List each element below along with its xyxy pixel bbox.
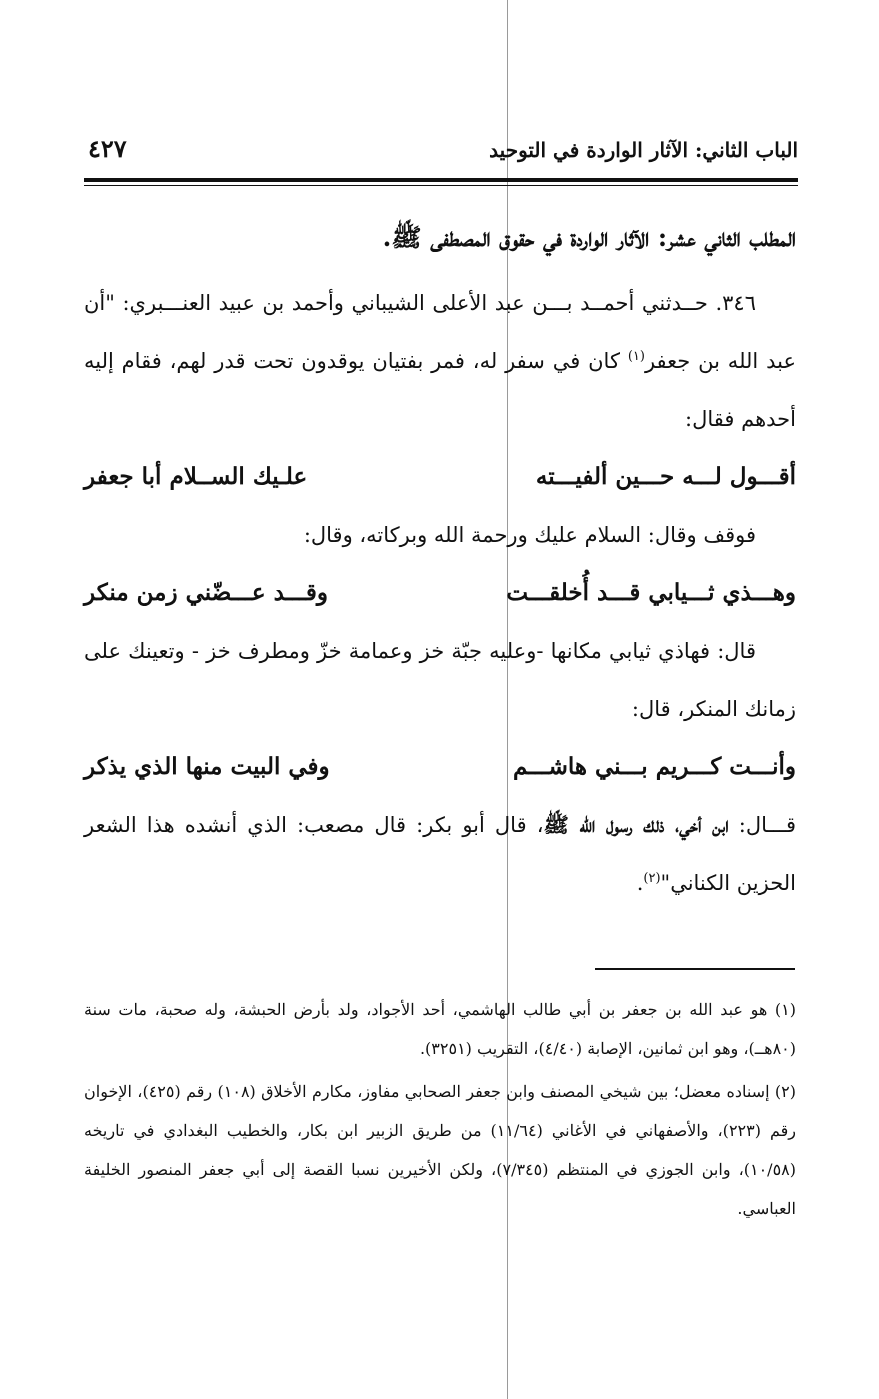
footnote-1: (١) هو عبد الله بن جعفر بن أبي طالب الهاشمي، أحد الأجواد، ولد بأرض الحبشة، وله صحبة، مات سنة (٨٠هــ)، وهو ابن ثمانين، الإصابة (٤/٤٠)، التقريب (٣٢٥١). — [84, 1000, 797, 1058]
main-text — [84, 216, 796, 912]
footnote-2: (٢) إسناده معضل؛ بين شيخي المصنف وابن جعفر الصحابي مفاوز، مكارم الأخلاق (١٠٨) رقم (٤٢٥)، الإخوان رقم (٢٢٣)، والأصفهاني في الأغاني (١١/٦٤) من طريق الزبير ابن بكار، والخطيب البغدادي في تاريخه (١٠/٥٨)، وابن الجوزي في المنتظم (٧/٣٤٥)، ولكن الأخيرين نسبا القصة إلى أبي جعفر المنصور الخليفة العباسي. — [84, 1082, 797, 1218]
footnote-separator — [595, 968, 795, 970]
conclusion-text: ، قال أبو بكر: قال مصعب: الذي أنشده هذا الشعر الحزين الكناني" — [84, 813, 796, 895]
verse-3-first-hemistich: وأنـــت كـــريم بـــني هاشـــم — [513, 753, 796, 780]
verse-line-1 — [84, 448, 796, 506]
paragraph-conclusion — [84, 796, 796, 912]
running-title: الباب الثاني: الآثار الواردة في التوحيد — [489, 138, 798, 162]
conclusion-start: قـــال: — [728, 813, 797, 837]
conclusion-bold-quote: ابن أخي، ذلك رسول الله ﷺ — [543, 812, 729, 837]
verse-line-3 — [84, 738, 796, 796]
footnotes — [84, 990, 796, 1232]
verse-2-second-hemistich: وقـــد عـــضّني زمن منكر — [84, 579, 328, 606]
paragraph-text: ٣٤٦. حــدثني أحمــد بـــن عبد الأعلى الشيباني وأحمد بن عبيد العنـــبري: "أن عبد الله بن جعفر — [84, 291, 796, 373]
paragraph-greeting: فوقف وقال: السلام عليك ورحمة الله وبركاته، وقال: — [303, 523, 756, 547]
page-header — [88, 132, 798, 172]
paragraph-clothes: قال: فهاذي ثيابي مكانها -وعليه جبّة خز وعمامة خزّ ومطرف خز - وتعينك على زمانك المنكر، قال: — [84, 639, 796, 721]
header-rule-thin — [84, 185, 798, 186]
verse-1-second-hemistich: علـيك الســلام أبا جعفر — [84, 463, 308, 490]
footnote-marker-1: (١) — [627, 349, 645, 364]
conclusion-end: . — [636, 871, 644, 895]
section-heading: المطلب الثاني عشر: الآثار الواردة في حقوق المصطفى ﷺ. — [382, 223, 796, 252]
verse-line-2 — [84, 564, 796, 622]
verse-2-first-hemistich: وهـــذي ثـــيابي قـــد أُخلقـــت — [506, 579, 796, 606]
paragraph-text-continued: كان في سفر له، فمر بفتيان يوقدون تحت قدر لهم، فقام إليه أحدهم فقال: — [84, 349, 796, 431]
footnote-marker-2: (٢) — [643, 871, 661, 886]
verse-1-first-hemistich: أقـــول لـــه حـــين ألفيـــته — [535, 463, 796, 490]
page-number: ٤٢٧ — [88, 134, 127, 163]
header-rule-thick — [84, 178, 798, 182]
paragraph-346 — [84, 274, 796, 448]
verse-3-second-hemistich: وفي البيت منها الذي يذكر — [84, 753, 330, 780]
